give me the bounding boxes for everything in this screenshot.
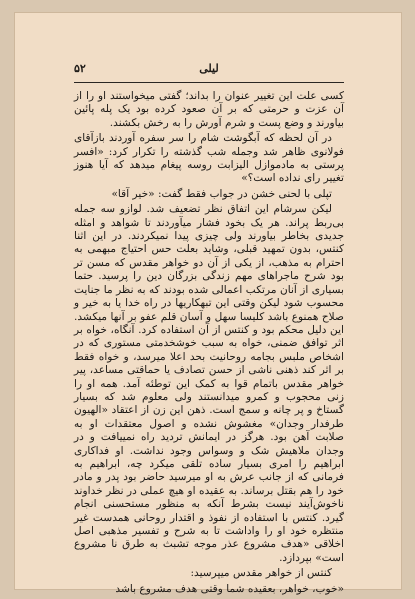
header-rule [74, 82, 344, 83]
paragraph: «خوب، خواهر، بعقیده شما وقتی هدف مشروع باشد [115, 582, 344, 595]
paragraph: لیکن سرشام این اتفاق نظر تضعیف شد. لوازو سه جمله بی‌ربط پراند. هر یک بخود فشار میآوردند تا شواهد و امثله جدیدی بخاطر بیاورند ولی چیزی پیدا نمیکردند. در این اثنا کنتس، بدون تمهید قبلی، وشاید بعلت حس احتیاج مبهمی به احترام به مذهب، از یکی از آن دو خواهر مقدس که مسن تر بود شرح ماجراهای مهم زندگی بزرگان دین را پرسید. حتما بسیاری از آنان مرتکب اعمالی شده بودند که به نظر ما جنایت محسوب شود لیکن وقتی این تبهکاریها در راه خدا یا به خیر و صلاح همنوع باشد کلیسا سهل و آسان قلم عفو بر آنها میکشد. این دلیل محکم بود و کنتس از آن استفاده کرد. آنگاه، خواه بر اثر توافق ضمنی، خواه به سبب خوشخدمتی مستوری که در اشخاص ملبس بجامه روحانیت بحد اعلا میرسد، و خواه فقط بر اثر کند ذهنی ناشی از حسن تصادف یا حماقتی مساعد، پیر خواهر مقدس باتمام قوا به کمک این توطئه آمد. همه او را زنی محجوب و کمرو میدانستند ولی معلوم شد که بسیار گستاخ و پر چانه و سمج است. ذهن این زن از اعتقاد «الهیون طرفدار وجدان» مغشوش نشده و اصول معتقدات او به صلابت آهن بود. هرگز در ایمانش تردید راه نمییافت و در وجدان ملاهیش شک و وسواس وجود نداشت. او فداکاری ابراهیم را امری بسیار ساده تلقی میکرد چه، ابراهیم به فرمانی که از جانب عرش به او میرسید حاضر بود پدر و مادر خود را هم بقتل برساند. به عقیده او هیچ عملی در نظر خداوند ناخوش‌آیند نیست بشرط آنکه به منظور مستحسنی انجام گیرد. کنتس با استفاده از نفوذ و اقتدار روحانی همدست غیر منتظره خود او را واداشت تا به شرح و تفسیر مذهبی اصل اخلاقی «هدف مشروع عذر موجه تشبث به طرق نا مشروع است» بپردازد. [74, 203, 344, 564]
paragraph: در آن لحظه که آبگوشت شام را سر سفره آوردند بازآقای فولانوی ظاهر شد وجمله شب گذشته را تکرار کرد: «افسر پرستی به مادموازل الیزابت روسه پیغام میدهد که آیا هنوز تغییر رای نداده است؟» [74, 132, 344, 185]
page-number: ۵۲ [74, 62, 86, 75]
page-header [74, 62, 344, 78]
paragraph: تپلی با لحنی خشن در جواب فقط گفت: «خیر آقا» [111, 187, 332, 200]
paragraph: کسی علت این تغییر عنوان را بداند؛ گفتی میخواستند او را از آن عزت و حرمتی که بر آن صعود کرده بود یک پله پائین بیاورند و وضع پست و شرم آورش را به رخش بکشند. [74, 90, 344, 129]
body-text [74, 90, 344, 596]
book-page [14, 12, 402, 595]
paragraph: کنتس از خواهر مقدس میپرسید: [190, 567, 332, 580]
running-title: لیلی [199, 62, 219, 75]
